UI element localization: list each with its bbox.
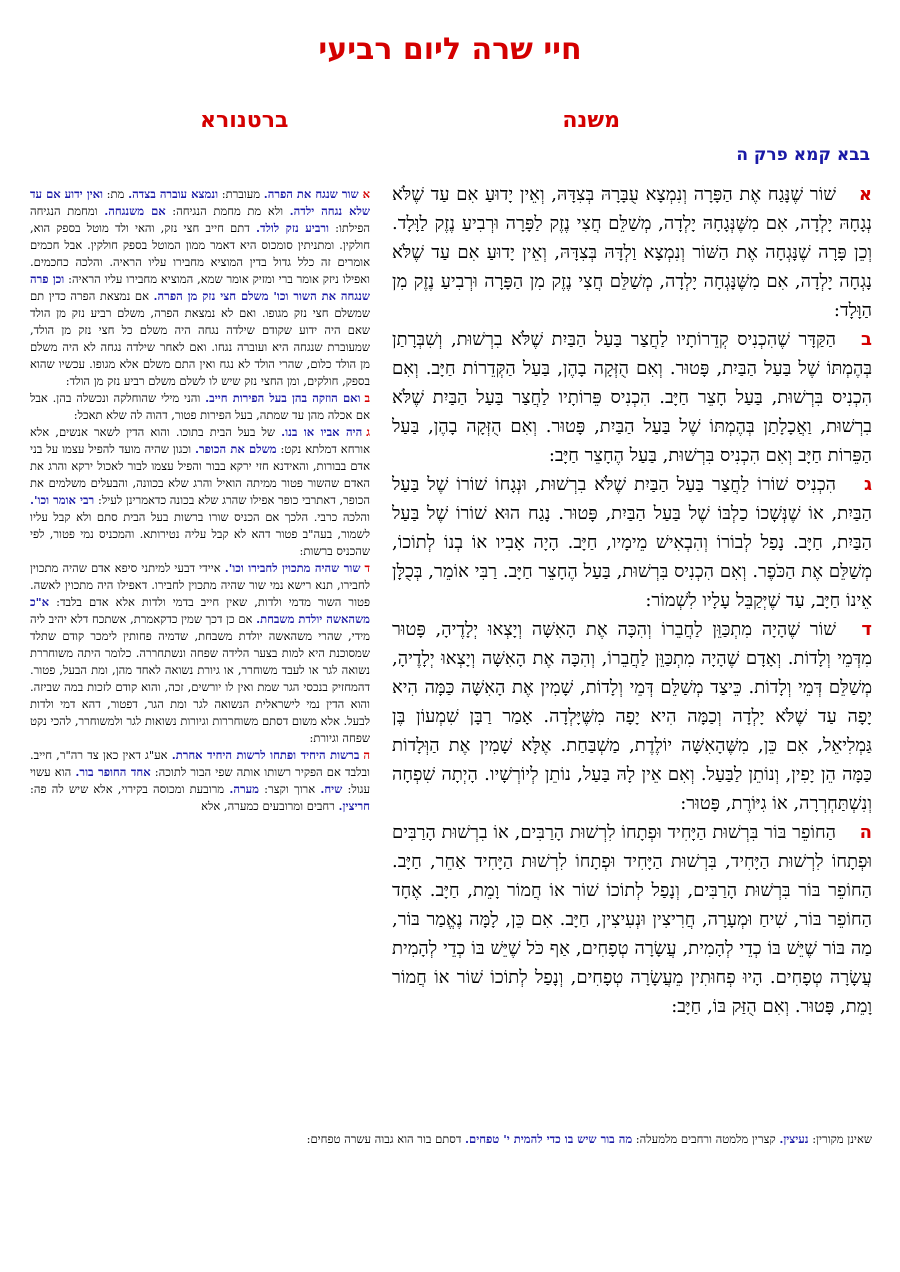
mishna-text: הַקַּדָּר שֶׁהִכְנִיס קְדֵרוֹתָיו לַחֲצַר בַּעַל הַבַּיִת שֶׁלֹּא בִרְשׁוּת, וְשִׁבְּרָתַן בְּהֶמְתּוֹ שֶׁל בַּעַל הַבַּיִת, פָּטוּר. וְאִם הֻזְּקָה בָהֶן, בַּעַל הַקְּדֵרוֹת חַיָּב. וְאִם הִכְנִיס בִּרְשׁוּת, בַּעַל חָצֵר חַיָּב. הִכְנִיס פֵּרוֹתָיו לַחֲצַר בַּעַל הַבַּיִת שֶׁלֹּא בִרְשׁוּת, וַאֲכָלָתַן בְּהֶמְתּוֹ שֶׁל בַּעַל הַבַּיִת, פָּטוּר. וְאִם הֻזְּקָה בָהֶן, בַּעַל הַפֵּרוֹת חַיָּב וְאִם הִכְנִיס בִּרְשׁוּת, בַּעַל הֶחָצֵר חַיָּב: [392, 329, 872, 466]
bartenura-dibur-hamatchil: א"כ משהאשה יולדת משבחת. [30, 595, 370, 626]
bartenura-commentary: מרובעת ומכוסה בקירוי, אלא שיש לה פה: [30, 782, 230, 796]
bartenura-commentary: הוא עשוי עגול: [30, 765, 370, 796]
bartenura-paragraph [30, 560, 370, 747]
bartenura-dibur-hamatchil: אם משנגחה. [104, 204, 166, 218]
bartenura-column [30, 186, 370, 1128]
bartenura-dibur-hamatchil: ונמצא עוברה בצדה. [128, 187, 219, 201]
mishna-text: שׁוֹר שֶׁהָיָה מִתְכַּוֵּן לַחֲבֵרוֹ וְהִכָּה אֶת הָאִשָּׁה וְיָצְאוּ יְלָדֶיהָ, פָּטוּר מִדְּמֵי וְלָדוֹת. וְאָדָם שֶׁהָיָה מִתְכַּוֵּן לַחֲבֵרוֹ, וְהִכָּה אֶת הָאִשָּׁה וְיָצְאוּ יְלָדֶיהָ, מְשַׁלֵּם דְּמֵי וְלָדוֹת. כֵּיצַד מְשַׁלֵּם דְּמֵי וְלָדוֹת, שָׁמִין אֶת הָאִשָּׁה כַּמָּה הִיא יָפָה עַד שֶׁלֹּא יָלְדָה וְכַמָּה הִיא יָפָה מִשֶּׁיָּלְדָה. אָמַר רַבָּן שִׁמְעוֹן בֶּן גַּמְלִיאֵל, אִם כֵּן, מִשֶּׁהָאִשָּׁה יוֹלֶדֶת, מַשְׁבַּחַת. אֶלָּא שָׁמִין אֶת הַוְּלָדוֹת כַּמָּה הֵן יָפִין, וְנוֹתֵן לַבַּעַל. וְאִם אֵין לָהּ בַּעַל, נוֹתֵן לְיוֹרְשָׁיו. הָיְתָה שִׁפְחָה וְנִשְׁתַּחְרְרָה, אוֹ גִיּוֹרֶת, פָּטוּר: [392, 619, 872, 814]
bartenura-commentary: אם כן דכך שמין כדקאמרת, אשתכח דלא יהיב ליה מידי, שהרי משהאשה יולדת משבחת, שדמיה פחותין לימכר קודם שתלד שמסוכנת היא למות בצער הלידה שפחה ונשתחררה. כלומר היתה משוחררת נשואה לגר או לעבד משוחרר, או גיורת נשואה לאחד מהן, ומת הבעל, פטור. דהמחזיק בנכסי הגר שמת ואין לו יורשים, זכה, והוא קודם לזכות במה שביזה. והוא הדין נמי לישראלית הנשואה לגר ומת הגר, דפטור, דהא דמי ולדות לבעל. אלא משום דסתם משוחררות וגיורות נשואות לגר ולמשוחרר, להכי נקט שפחה וגיורת: [30, 612, 370, 745]
bartenura-column-header: ברטנורא [200, 108, 289, 133]
bartenura-letter: ב [364, 391, 370, 405]
bartenura-commentary: דתם חייב חצי נזק, והאי ולד מוטל בספק הוא, חולקין. ומתניתין סומכוס היא דאמר ממון המוטל בספק חולקין. אבל חכמים אומרים זה כלל גדול בדין המוציא מחבירו עליו הראיה. והלכה כחכמים. ואפילו ניזק אומר ברי ומזיק אומר שמא, המוציא מחבירו עליו הראיה: [30, 221, 370, 286]
bartenura-commentary: רחבים ומרובעים כמערה, אלא [201, 799, 339, 813]
footer-commentary: דסתם בור הוא גבוה עשרה טפחים: [306, 1132, 466, 1146]
bartenura-commentary: אע"ג דאין כאן צד רה"ר, חייב. ובלבד אם הפקיר רשותו אותה שפי הבור לתוכה: [30, 748, 370, 779]
bartenura-dibur-hamatchil: ורביע נזק לולד. [255, 221, 329, 235]
bartenura-commentary: והלכה כרבי. הלכך אם הכניס שורו ברשות בעל הבית סתם ולא קבל עליו לשמור, בעה"ב פטור דהא לא קבל עליה נטירותא. והמכניס נמי פטור, לפי שהכניס ברשות: [30, 510, 370, 558]
mishna-column [392, 180, 872, 1125]
bartenura-letter: א [362, 187, 370, 201]
bartenura-dibur-hamatchil: שור שנגח את הפרה. [263, 187, 359, 201]
bartenura-paragraph [30, 390, 370, 424]
bartenura-continuation [28, 1131, 872, 1148]
mishna-paragraph [392, 325, 872, 470]
mishna-letter: א [858, 184, 872, 205]
bartenura-commentary: מעוברת: [218, 187, 264, 201]
bartenura-letter: ג [366, 425, 370, 439]
bartenura-paragraph [30, 424, 370, 560]
mishna-paragraph [392, 180, 872, 325]
bartenura-commentary: והני מילי שהוחלקה ונכשלה בהן. אבל אם אכלה מהן עד שמתה, בעל הפירות פטור, דהוה לה שלא תאכל: [30, 391, 370, 422]
footer-commentary: קצרין מלמטה ורחבים מלמעלה: [632, 1132, 780, 1146]
bartenura-dibur-hamatchil: שיח. [320, 782, 343, 796]
mishna-paragraph [392, 615, 872, 818]
bartenura-dibur-hamatchil: מערה. [229, 782, 259, 796]
bartenura-dibur-hamatchil: ברשות היחיד ופתחו לרשות היחיד אחרת. [171, 748, 360, 762]
bartenura-dibur-hamatchil: ואם הוזקה בהן בעל הפירות חייב. [205, 391, 361, 405]
mishna-letter: ב [861, 329, 872, 350]
bartenura-letter: ה [363, 748, 370, 762]
mishna-column-header: משנה [562, 108, 620, 133]
chapter-label: בבא קמא פרק ה [736, 145, 870, 165]
bartenura-dibur-hamatchil: חריצין. [338, 799, 370, 813]
mishna-letter: ד [861, 619, 872, 640]
mishna-letter: ג [863, 474, 872, 495]
bartenura-dibur-hamatchil: שור שהיה מתכוין לחבירו וכו'. [224, 561, 361, 575]
bartenura-paragraph [30, 186, 370, 390]
bartenura-dibur-hamatchil: רבי אומר וכו'. [30, 493, 95, 507]
bartenura-commentary: אם נמצאת הפרה כדין תם שמשלם חצי נזק מגופו. ואם לא נמצאת הפרה, משלם רביע נזק מן הולד שאם היה ידוע שקודם שילדה נגחה היה משלם כל חצי נזק מן הולד, שמעוברת שנגחה היא ועוברה נגחו. ואם לאחר שילדה נגחה לא היה משלם מן הולד כלום, שהרי הולד לא נגח ואין התם משלם אלא מגופו. עכשיו שהוא בספק, חולקים, ומן החצי נזק שיש לו לשלם משלם רביע נזק מן הולד: [30, 289, 370, 388]
bartenura-dibur-hamatchil: היה אביו או בנו. [281, 425, 363, 439]
page-title: חיי שרה ליום רביעי [318, 32, 582, 67]
bartenura-commentary: ולא מת מחמת הנגיחה: [165, 204, 290, 218]
bartenura-commentary: מת: [102, 187, 129, 201]
bartenura-letter: ד [364, 561, 370, 575]
footer-commentary: שאינן מקורין: [808, 1132, 872, 1146]
bartenura-dibur-hamatchil: ואין ידוע אם עד שלא נגחה ילדה. [30, 187, 370, 218]
bartenura-commentary: איידי דבעי למיתני סיפא אדם שהיה מתכוין לחבירו, תנא רישא נמי שור שהיה מתכוין לחבירו. דאפילו היה מתכוין לאשה. פטור השור מדמי ולדות, שאין חייב בדמי ולדות אלא אדם בלבד: [30, 561, 370, 609]
bartenura-commentary: ארוך וקצר: [258, 782, 321, 796]
mishna-text: הִכְנִיס שׁוֹרוֹ לַחֲצַר בַּעַל הַבַּיִת שֶׁלֹּא בִרְשׁוּת, וּנְגָחוֹ שׁוֹרוֹ שֶׁל בַּעַל הַבַּיִת, אוֹ שֶׁנְּשָׁכוֹ כַלְבּוֹ שֶׁל בַּעַל הַבַּיִת, פָּטוּר. נָגַח הוּא שׁוֹרוֹ שֶׁל בַּעַל הַבַּיִת, חַיָּב. נָפַל לְבוֹרוֹ וְהִבְאִישׁ מֵימָיו, חַיָּב. הָיָה אָבִיו אוֹ בְנוֹ לְתוֹכוֹ, מְשַׁלֵּם אֶת הַכֹּפֶר. וְאִם הִכְנִיס בִּרְשׁוּת, בַּעַל הֶחָצֵר חַיָּב. רַבִּי אוֹמֵר, בְּכֻלָּן אֵינוֹ חַיָּב, עַד שֶׁיְּקַבֵּל עָלָיו לִשְׁמוֹר: [392, 474, 872, 611]
bartenura-dibur-hamatchil: משלם את הכופר. [194, 442, 277, 456]
mishna-paragraph [392, 470, 872, 615]
bartenura-paragraph [30, 747, 370, 815]
bartenura-commentary: ומחמת הנגיחה הפילתו: [30, 204, 370, 235]
mishna-letter: ה [859, 822, 872, 843]
bartenura-commentary: של בעל הבית בתוכו. והוא הדין לשאר אנשים, אלא אורחא דמלתא נקט: [30, 425, 370, 456]
mishna-text: שׁוֹר שֶׁנָּגַח אֶת הַפָּרָה וְנִמְצָא עֻבָּרָהּ בְּצִדָּהּ, וְאֵין יָדוּעַ אִם עַד שֶׁלֹּא נְגָחָהּ יָלְדָה, אִם מִשֶּׁנְּגָחָהּ יָלְדָה, מְשַׁלֵּם חֲצִי נֶזֶק לַפָּרָה וּרְבִיעַ נֶזֶק לַוָּלָד. וְכֵן פָּרָה שֶׁנָּגְחָה אֶת הַשּׁוֹר וְנִמְצָא וַלְדָּהּ בְּצִדָּהּ, וְאֵין יָדוּעַ אִם עַד שֶׁלֹּא נָגְחָה יָלְדָה, אִם מִשֶּׁנָּגְחָה יָלְדָה, מְשַׁלֵּם חֲצִי נֶזֶק מִן הַפָּרָה וּרְבִיעַ נֶזֶק מִן הַוָּלָד: [392, 184, 872, 321]
footer-dibur-hamatchil: נעיצין. [779, 1132, 809, 1146]
bartenura-commentary: וכגון שהיה מועד להפיל עצמו על בני אדם בבורות, והאידנא חזי ירקא בבור והפיל עצמו לבור לאכול ירקא והרג את האדם שהשור פטור ממיתה הואיל והרג שלא בכוונה, והבעלים משלמים את הכופר, דאתרבי כופר אפילו שהרג שלא בכונה כדאמרינן לעיל: [30, 442, 370, 507]
bartenura-dibur-hamatchil: אחד החופר בור. [75, 765, 151, 779]
bartenura-dibur-hamatchil: וכן פרה שנגחה את השור וכו' משלם חצי נזק מן הפרה. [30, 272, 370, 303]
footer-dibur-hamatchil: מה בור שיש בו כדי להמית י' טפחים. [465, 1132, 633, 1146]
mishna-paragraph [392, 818, 872, 1021]
mishna-text: הַחוֹפֵר בּוֹר בִּרְשׁוּת הַיָּחִיד וּפְתָחוֹ לִרְשׁוּת הָרַבִּים, אוֹ בִרְשׁוּת הָרַבִּים וּפְתָחוֹ לִרְשׁוּת הַיָּחִיד, בִּרְשׁוּת הַיָּחִיד וּפְתָחוֹ לִרְשׁוּת הַיָּחִיד אַחֵר, חַיָּב. הַחוֹפֵר בּוֹר בִּרְשׁוּת הָרַבִּים, וְנָפַל לְתוֹכוֹ שׁוֹר אוֹ חֲמוֹר וָמֵת, חַיָּב. אֶחָד הַחוֹפֵר בּוֹר, שִׁיחַ וּמְעָרָה, חֲרִיצִין וּנְעִיצִין, חַיָּב. אִם כֵּן, לָמָּה נֶאֱמַר בּוֹר, מַה בּוֹר שֶׁיֵּשׁ בּוֹ כְדֵי לְהָמִית, עֲשָׂרָה טְפָחִים, אַף כֹּל שֶׁיֵּשׁ בּוֹ כְדֵי לְהָמִית עֲשָׂרָה טְפָחִים. הָיוּ פְחוּתִין מֵעֲשָׂרָה טְפָחִים, וְנָפַל לְתוֹכוֹ שׁוֹר אוֹ חֲמוֹר וָמֵת, פָּטוּר. וְאִם הֻזַּק בּוֹ, חַיָּב: [392, 822, 872, 1017]
